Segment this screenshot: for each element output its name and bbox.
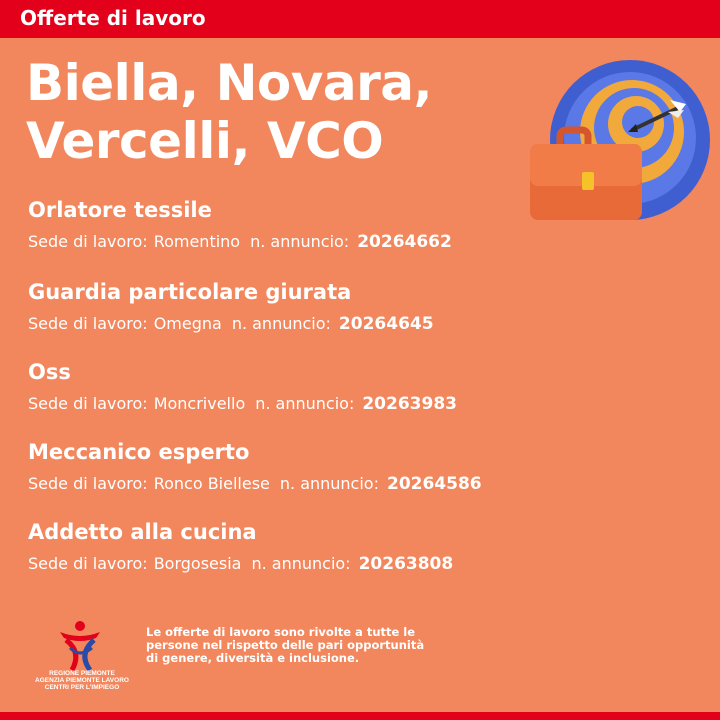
job-details (28, 554, 453, 574)
number-label: n. annuncio: (250, 232, 350, 251)
page-title (26, 54, 432, 170)
job-details (28, 394, 457, 414)
job-title: Oss (28, 360, 71, 384)
job-number: 20264662 (357, 232, 452, 252)
disclaimer-text: Le offerte di lavoro sono rivolte a tutte le persone nel rispetto delle pari opportunità di genere, diversità e inclusione. (146, 625, 425, 665)
job-location: Moncrivello (153, 394, 246, 413)
job-details (28, 474, 482, 494)
header-bar (0, 0, 720, 38)
job-location: Omegna (153, 314, 222, 333)
location-label: Sede di lavoro: (28, 314, 148, 333)
job-location: Borgosesia (153, 554, 242, 573)
job-details (28, 314, 434, 334)
title-line-2: Vercelli, VCO (26, 112, 384, 170)
job-number: 20264645 (338, 314, 434, 334)
job-item (28, 360, 457, 414)
location-label: Sede di lavoro: (28, 474, 148, 493)
title-line-1: Biella, Novara, (26, 54, 433, 112)
job-title: Addetto alla cucina (28, 520, 257, 544)
job-number: 20263808 (358, 554, 454, 574)
job-location: Romentino (153, 232, 241, 251)
job-item (28, 520, 453, 574)
logo-line: CENTRI PER L'IMPIEGO (44, 684, 120, 691)
job-item (28, 280, 434, 334)
number-label: n. annuncio: (279, 474, 379, 493)
job-number: 20263983 (362, 394, 457, 414)
job-location: Ronco Biellese (153, 474, 270, 493)
location-label: Sede di lavoro: (28, 554, 148, 573)
location-label: Sede di lavoro: (28, 232, 148, 251)
bottom-bar (0, 712, 720, 720)
job-details (28, 232, 452, 252)
header-label: Offerte di lavoro (20, 6, 206, 30)
number-label: n. annuncio: (255, 394, 355, 413)
location-label: Sede di lavoro: (28, 394, 148, 413)
logo-text (12, 670, 152, 691)
logo-line: AGENZIA PIEMONTE LAVORO (35, 677, 129, 684)
job-item (28, 440, 482, 494)
job-title: Meccanico esperto (28, 440, 250, 464)
number-label: n. annuncio: (251, 554, 351, 573)
number-label: n. annuncio: (231, 314, 331, 333)
job-title: Guardia particolare giurata (28, 280, 352, 304)
logo-line: REGIONE PIEMONTE (49, 670, 115, 677)
target-briefcase-icon (520, 60, 710, 230)
job-number: 20264586 (386, 474, 482, 494)
job-title: Orlatore tessile (28, 198, 212, 222)
job-item (28, 198, 452, 252)
